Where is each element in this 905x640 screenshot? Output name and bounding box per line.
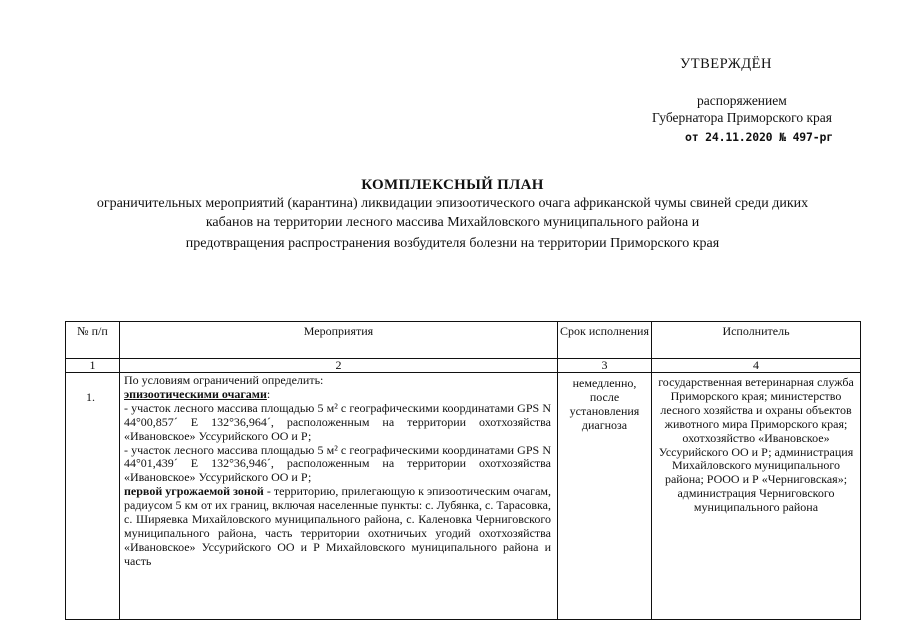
column-number-2: 2 [120, 359, 558, 373]
approval-title: УТВЕРЖДЁН [680, 56, 772, 72]
executor-cell: государственная ветеринарная служба Приморского края; министерство лесного хозяйства и охраны объектов животного мира Приморского края; охотхозяйство «Ивановское» Уссурийского ОО и Р; администрация Михайловского муниципального района; РООО и Р «Черниговская»; администрация Черниговского муниципального района [652, 373, 861, 620]
foci-label: эпизоотическими очагами [124, 386, 267, 401]
row-number: 1. [66, 373, 120, 620]
plan-subtitle-line-2: кабанов на территории лесного массива Михайловского муниципального района и [205, 215, 700, 230]
header-deadline: Срок исполнения [558, 322, 652, 359]
approval-line-1: распоряжением [697, 93, 787, 108]
table-row [66, 373, 861, 620]
zone-label: первой угрожаемой зоной [124, 484, 264, 499]
header-number: № п/п [66, 322, 120, 359]
measures-intro: По условиям ограничений определить: [124, 373, 324, 387]
plan-subtitle-line-1: ограничительных мероприятий (карантина) ликвидации эпизоотического очага африканской чумы свиней среди диких [96, 196, 809, 211]
site-2: - участок лесного массива площадью 5 м² с географическими координатами GPS N 44°01,439´ E 132°36,946´, расположенным на территории охотхозяйства «Ивановское» Уссурийского ОО и Р; [124, 442, 551, 485]
zone-text: - территорию, прилегающую к эпизоотическим очагам, радиусом 5 км от их границ, включая населенные пункты: с. Лубянка, с. Тарасовка, с. Ширяевка Михайловского муниципального района, с. Каленовка Черниговского муниципального района, часть территории охотничьих угодий охотхозяйства «Ивановское» Уссурийского ОО и Р Михайловского муниципального района и часть [124, 484, 551, 568]
plan-table [65, 321, 861, 620]
column-number-1: 1 [66, 359, 120, 373]
column-number-row [66, 359, 861, 373]
deadline-cell: немедленно, после установления диагноза [558, 373, 652, 620]
foci-heading [124, 388, 551, 402]
column-number-3: 3 [558, 359, 652, 373]
foci-colon: : [266, 386, 271, 401]
column-number-4: 4 [652, 359, 861, 373]
approval-line-3: от 24.11.2020 № 497-рг [685, 130, 833, 144]
zone-paragraph [124, 485, 551, 568]
measures-cell [120, 373, 558, 620]
site-1: - участок лесного массива площадью 5 м² с географическими координатами GPS N 44°00,857´ E 132°36,964´, расположенным на территории охотхозяйства «Ивановское» Уссурийского ОО и Р; [124, 400, 551, 443]
plan-title: КОМПЛЕКСНЫЙ ПЛАН [361, 177, 544, 193]
plan-subtitle-line-3: предотвращения распространения возбудителя болезни на территории Приморского края [185, 236, 720, 251]
approval-line-2: Губернатора Приморского края [652, 110, 832, 125]
header-measures: Мероприятия [120, 322, 558, 359]
table-header-row [66, 322, 861, 359]
header-executor: Исполнитель [652, 322, 861, 359]
